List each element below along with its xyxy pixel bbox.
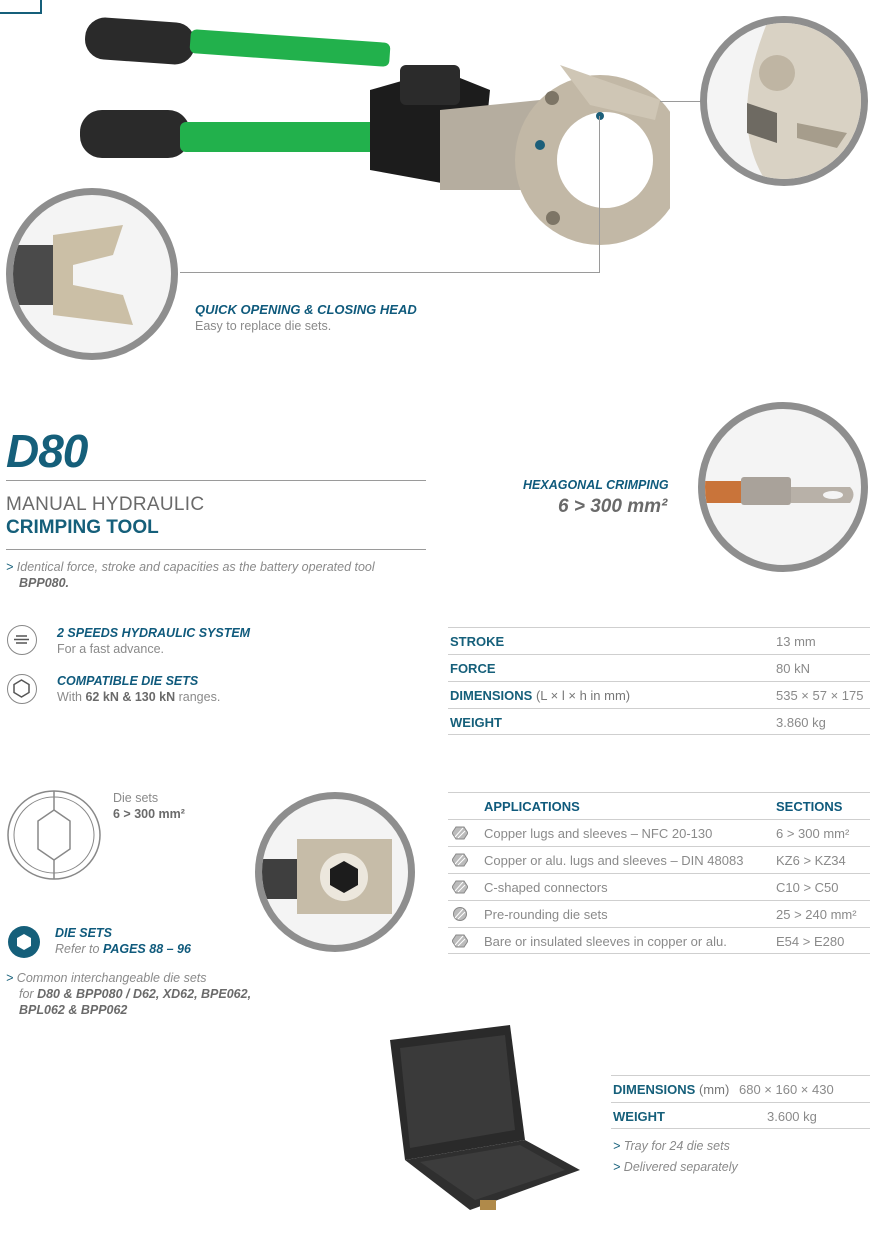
die-sets-ref: Refer to PAGES 88 – 96 [55,942,191,956]
die-sets-range: 6 > 300 mm² [113,807,185,821]
hatch-icon [452,853,468,867]
case-note-1: > Tray for 24 die sets [613,1139,730,1153]
head-feature-desc: Easy to replace die sets. [195,319,332,333]
note-text: Identical force, stroke and capacities as the battery operated tool [16,560,375,574]
hydraulic-icon [7,625,37,655]
common-die-note: > Common interchangeable die sets for D80 & BPP080 / D62, XD62, BPE062, BPL062 & BPP062 [6,971,252,1017]
spec-row-weight [448,708,870,735]
spec-key: WEIGHT [450,715,502,730]
spec-value: 3.600 kg [767,1109,817,1124]
spec-value: 13 mm [776,634,816,649]
spec-value: 3.860 kg [776,715,826,730]
application-row: C-shaped connectors C10 > C50 [448,873,870,900]
spec-value: 680 × 160 × 430 [739,1082,834,1097]
subtitle-line1: MANUAL HYDRAULIC [6,494,205,515]
applications-col: APPLICATIONS [484,799,580,814]
hatch-icon [452,934,468,948]
note-bold: BPP080. [19,576,70,590]
application-row: Pre-rounding die sets 25 > 240 mm² [448,900,870,927]
carry-case-image [380,1020,590,1220]
model-title: D80 [6,425,88,477]
spec-row-force [448,654,870,681]
die-sets-ref-title: DIE SETS [55,926,112,940]
crimping-label: HEXAGONAL CRIMPING [523,478,669,492]
spec-value: 80 kN [776,661,810,676]
case-spec-dimensions [611,1075,870,1102]
feature-2-desc: With 62 kN & 130 kN ranges. [57,690,221,704]
die-sets-ref-icon [8,926,40,958]
spec-key: WEIGHT [613,1109,665,1124]
application-row: Bare or insulated sleeves in copper or alu. E54 > E280 [448,927,870,954]
lug-photo [698,402,868,572]
spec-key: STROKE [450,634,505,649]
hexagon-icon [7,674,37,704]
spec-row-stroke [448,627,870,654]
spec-key: FORCE [450,661,496,676]
sections-col: SECTIONS [776,799,843,814]
feature-1-desc: For a fast advance. [57,642,165,656]
corner-mark [0,0,42,14]
crimping-tool-image [70,10,670,250]
application-row: Copper or alu. lugs and sleeves – DIN 48083 KZ6 > KZ34 [448,846,870,873]
die-set-photo [255,792,415,952]
spec-key: DIMENSIONS (mm) [613,1082,730,1097]
feature-1-title: 2 SPEEDS HYDRAULIC SYSTEM [57,626,251,640]
note-prefix: > [6,560,14,574]
hatch-icon [452,880,468,894]
case-note-2: > Delivered separately [613,1160,738,1174]
round-hatch-icon [452,907,468,921]
pages-link[interactable]: PAGES 88 – 96 [102,942,191,956]
title-rule [6,480,426,481]
spec-row-dimensions [448,681,870,708]
hatch-icon [452,826,468,840]
product-note [6,559,426,591]
spec-value: 535 × 57 × 175 [776,688,864,703]
callout-line-detail [660,101,704,102]
head-feature-title: QUICK OPENING & CLOSING HEAD [195,302,417,317]
subtitle-line2: CRIMPING TOOL [6,517,159,538]
crimping-range: 6 > 300 mm² [558,496,668,517]
head-detail-photo [700,16,868,186]
callout-line-head-vertical [599,116,600,273]
feature-2-title: COMPATIBLE DIE SETS [57,674,199,688]
open-head-photo [6,188,178,360]
case-spec-weight [611,1102,870,1129]
applications-header [448,792,870,819]
spec-key: DIMENSIONS (L × l × h in mm) [450,688,631,703]
subtitle-rule [6,549,426,550]
callout-line-head [180,272,600,273]
die-sets-label: Die sets [113,791,159,805]
die-set-diagram [4,788,104,882]
application-row: Copper lugs and sleeves – NFC 20-130 6 > 300 mm² [448,819,870,846]
